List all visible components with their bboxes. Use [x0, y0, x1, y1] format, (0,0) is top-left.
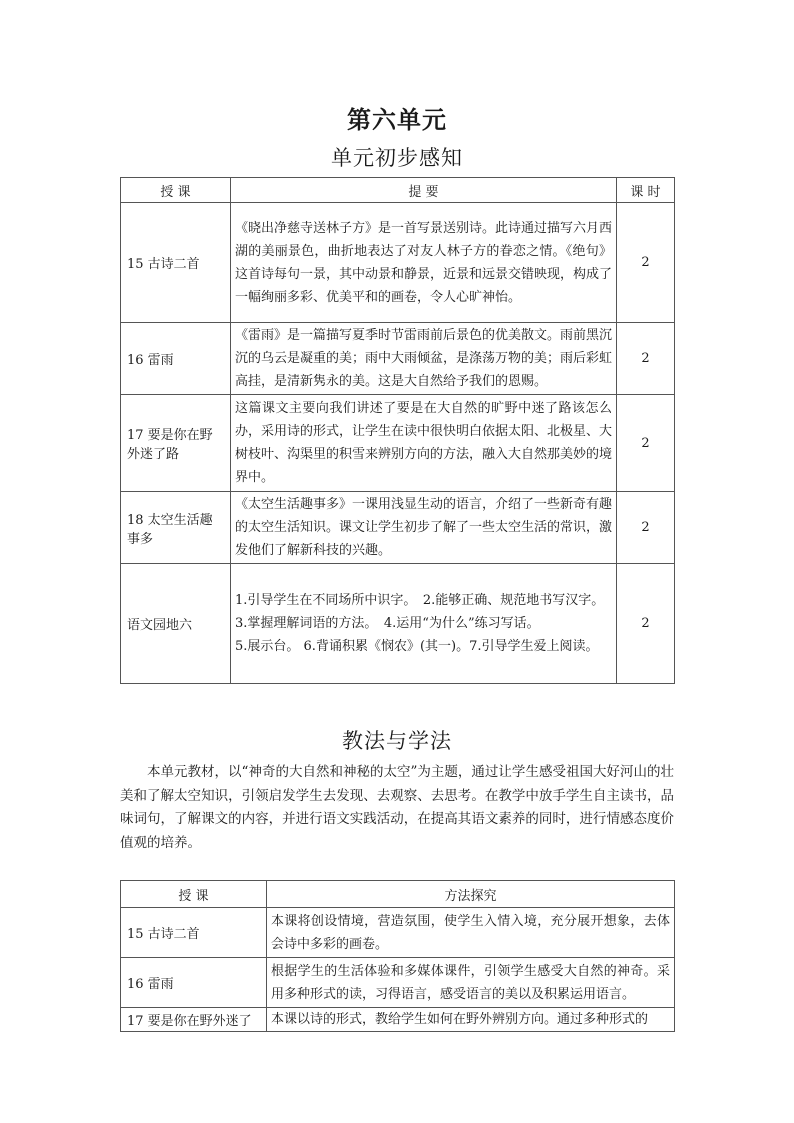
table-row [121, 908, 675, 958]
hours-cell: 2 [617, 323, 675, 395]
table-row [121, 564, 675, 684]
header-lesson: 授 课 [121, 881, 267, 908]
lesson-cell: 17 要是你在野外迷了 [121, 1008, 267, 1032]
table-row [121, 492, 675, 564]
summary-cell [231, 564, 617, 684]
header-lesson: 授 课 [121, 178, 231, 203]
summary-cell: 《雷雨》是一篇描写夏季时节雷雨前后景色的优美散文。雨前黑沉沉的乌云是凝重的美；雨中大雨倾盆，是涤荡万物的美；雨后彩虹高挂，是清新隽永的美。这是大自然给予我们的恩赐。 [231, 323, 617, 395]
hours-cell: 2 [617, 203, 675, 323]
header-hours: 课 时 [617, 178, 675, 203]
table-header-row [121, 178, 675, 203]
section-title-overview: 单元初步感知 [331, 146, 463, 170]
lesson-cell: 18 太空生活趣事多 [121, 492, 231, 564]
overview-table [120, 177, 675, 684]
method-cell: 本课以诗的形式，教给学生如何在野外辨别方向。通过多种形式的 [267, 1008, 675, 1032]
summary-line: 1.引导学生在不同场所中识字。 2.能够正确、规范地书写汉字。 [235, 593, 605, 608]
summary-cell: 《太空生活趣事多》一课用浅显生动的语言，介绍了一些新奇有趣的太空生活知识。课文让学生初步了解了一些太空生活的常识，激发他们了解新科技的兴趣。 [231, 492, 617, 564]
table-row [121, 958, 675, 1008]
table-row [121, 1008, 675, 1032]
lesson-cell: 语文园地六 [121, 564, 231, 684]
summary-cell: 《晓出净慈寺送林子方》是一首写景送别诗。此诗通过描写六月西湖的美丽景色，曲折地表达了对友人林子方的眷恋之情。《绝句》这首诗每句一景，其中动景和静景，近景和远景交错映现，构成了一幅绚丽多彩、优美平和的画卷，令人心旷神怡。 [231, 203, 617, 323]
methods-table [120, 880, 675, 1032]
header-method: 方法探究 [267, 881, 675, 908]
unit-title: 第六单元 [347, 105, 447, 134]
hours-cell: 2 [617, 395, 675, 492]
method-cell: 本课将创设情境，营造氛围，使学生入情入境，充分展开想象，去体会诗中多彩的画卷。 [267, 908, 675, 958]
intro-paragraph: 本单元教材，以“神奇的大自然和神秘的太空”为主题，通过让学生感受祖国大好河山的壮美和了解太空知识，引领启发学生去发现、去观察、去思考。在教学中放手学生自主读书，品味词句，了解课文的内容，并进行语文实践活动，在提高其语文素养的同时，进行情感态度价值观的培养。 [120, 764, 674, 851]
summary-line: 5.展示台。 6.背诵积累《悯农》(其一)。7.引导学生爱上阅读。 [235, 639, 599, 654]
lesson-cell: 16 雷雨 [121, 958, 267, 1008]
hours-cell: 2 [617, 492, 675, 564]
summary-line: 3.掌握理解词语的方法。 4.运用“为什么”练习写话。 [235, 616, 540, 631]
lesson-cell: 15 古诗二首 [121, 203, 231, 323]
table-row [121, 323, 675, 395]
table-row [121, 203, 675, 323]
summary-cell: 这篇课文主要向我们讲述了要是在大自然的旷野中迷了路该怎么办，采用诗的形式，让学生在读中很快明白依据太阳、北极星、大树枝叶、沟渠里的积雪来辨别方向的方法，融入大自然那美妙的境界中。 [231, 395, 617, 492]
header-summary: 提 要 [231, 178, 617, 203]
hours-cell: 2 [617, 564, 675, 684]
table-header-row [121, 881, 675, 908]
lesson-cell: 17 要是你在野外迷了路 [121, 395, 231, 492]
table-row [121, 395, 675, 492]
lesson-cell: 16 雷雨 [121, 323, 231, 395]
method-cell: 根据学生的生活体验和多媒体课件，引领学生感受大自然的神奇。采用多种形式的读，习得语言，感受语言的美以及积累运用语言。 [267, 958, 675, 1008]
section-title-methods: 教法与学法 [342, 729, 452, 753]
lesson-cell: 15 古诗二首 [121, 908, 267, 958]
